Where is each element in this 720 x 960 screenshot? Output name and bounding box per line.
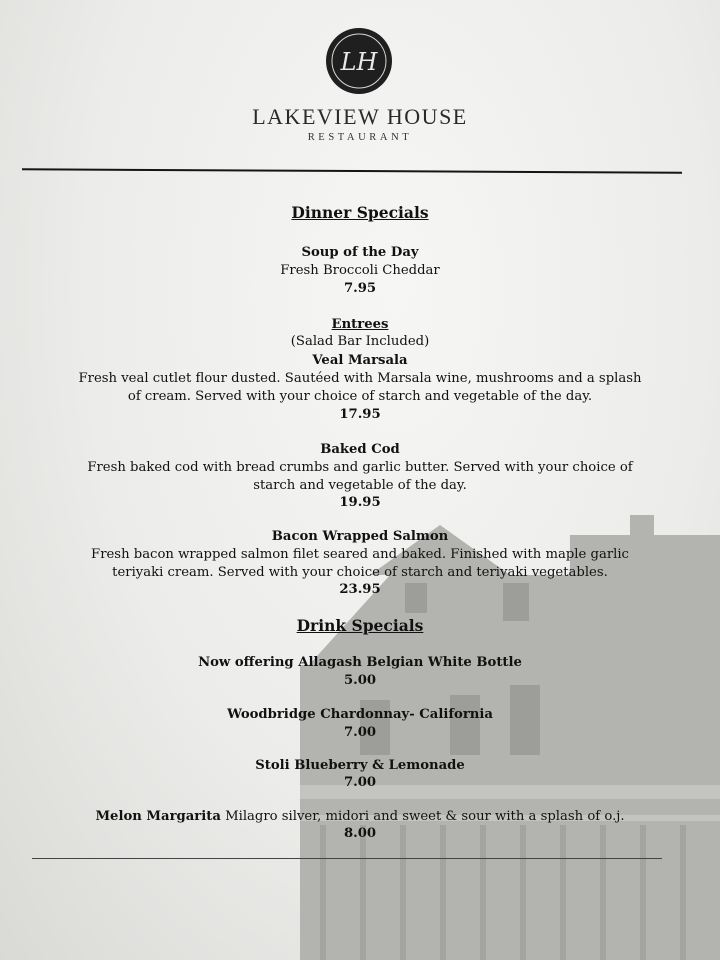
entree-title: Veal Marsala <box>312 353 408 368</box>
entree-title: Baked Cod <box>320 442 400 457</box>
entrees-note: (Salad Bar Included) <box>290 334 430 349</box>
restaurant-name: LAKEVIEW HOUSE <box>252 104 468 129</box>
entree-desc-line: of cream. Served with your choice of starch and vegetable of the day. <box>127 389 593 404</box>
soup-desc: Fresh Broccoli Cheddar <box>280 263 440 278</box>
drink-price: 7.00 <box>343 725 377 740</box>
entree-price: 19.95 <box>339 495 381 510</box>
drink-title: Now offering Allagash Belgian White Bottle <box>198 655 522 670</box>
entrees-heading: Entrees <box>331 317 389 332</box>
entree-desc-line: starch and vegetable of the day. <box>253 478 467 493</box>
drink-title: Woodbridge Chardonnay- California <box>227 707 493 722</box>
drink-desc: Milagro silver, midori and sweet & sour with a splash of o.j. <box>225 809 625 824</box>
drink-title: Stoli Blueberry & Lemonade <box>255 758 465 773</box>
restaurant-subtitle: RESTAURANT <box>307 132 413 143</box>
monogram-text: LH <box>340 48 378 76</box>
drink-price: 5.00 <box>343 673 377 688</box>
entree-desc-line: Fresh baked cod with bread crumbs and garlic butter. Served with your choice of <box>87 460 633 475</box>
entree-price: 23.95 <box>339 582 381 597</box>
entree-desc-line: Fresh bacon wrapped salmon filet seared and baked. Finished with maple garlic <box>91 547 629 562</box>
soup-price: 7.95 <box>343 281 377 296</box>
lh-monogram-logo <box>325 27 393 95</box>
entree-title: Bacon Wrapped Salmon <box>271 529 449 544</box>
brand-header <box>0 104 720 143</box>
entree-desc-line: Fresh veal cutlet flour dusted. Sautéed with Marsala wine, mushrooms and a splash <box>78 371 642 386</box>
drink-price: 7.00 <box>343 775 377 790</box>
top-divider <box>22 168 682 173</box>
entree-price: 17.95 <box>339 407 381 422</box>
drink-specials-heading: Drink Specials <box>296 616 424 635</box>
bottom-divider <box>32 858 662 859</box>
drink-title: Melon Margarita <box>95 809 221 824</box>
entree-desc-line: teriyaki cream. Served with your choice of starch and teriyaki vegetables. <box>112 565 608 580</box>
drink-line <box>0 808 720 825</box>
drink-price: 8.00 <box>343 826 377 841</box>
dinner-specials-heading: Dinner Specials <box>291 203 429 222</box>
soup-title: Soup of the Day <box>301 245 419 260</box>
